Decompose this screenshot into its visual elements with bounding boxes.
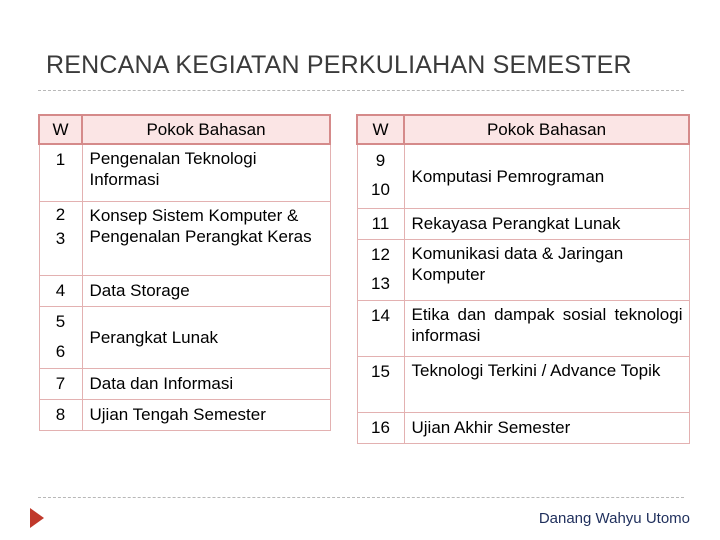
- topic-cell: Ujian Tengah Semester: [82, 399, 330, 430]
- week-cell: [39, 368, 82, 399]
- table-row: [357, 300, 689, 356]
- table-row: [39, 399, 330, 430]
- schedule-table-left: [38, 114, 331, 431]
- topic-cell: Data Storage: [82, 275, 330, 306]
- topic-cell: Data dan Informasi: [82, 368, 330, 399]
- header-topic: Pokok Bahasan: [82, 115, 330, 144]
- week-number: 8: [55, 404, 66, 424]
- table-row: [39, 144, 330, 201]
- week-cell: [357, 144, 404, 208]
- author-name: Danang Wahyu Utomo: [538, 510, 690, 527]
- topic-cell: Pengenalan Teknologi Informasi: [82, 144, 330, 201]
- table-header-row: [357, 115, 689, 144]
- triangle-arrow-icon: [30, 508, 44, 528]
- page-title: RENCANA KEGIATAN PERKULIAHAN SEMESTER: [46, 51, 632, 79]
- table-row: [39, 368, 330, 399]
- week-cell: [39, 306, 82, 368]
- week-cell: [39, 201, 82, 275]
- week-number: 3: [55, 228, 66, 248]
- week-number: 4: [55, 280, 66, 300]
- header-week: W: [357, 115, 404, 144]
- schedule-table-right: [356, 114, 690, 444]
- table-row: [39, 201, 330, 275]
- topic-cell: Teknologi Terkini / Advance Topik: [404, 356, 689, 412]
- table-row: [357, 239, 689, 300]
- table-row: [357, 208, 689, 239]
- week-number: 16: [371, 417, 390, 437]
- week-number: 12: [371, 244, 390, 264]
- table-row: [39, 275, 330, 306]
- week-number: 5: [55, 311, 66, 331]
- week-cell: [357, 208, 404, 239]
- table-row: [357, 144, 689, 208]
- table-row: [357, 412, 689, 443]
- week-cell: [357, 239, 404, 300]
- week-cell: [39, 144, 82, 201]
- week-cell: [357, 412, 404, 443]
- footer-divider: [38, 497, 684, 498]
- table-row: [357, 356, 689, 412]
- week-number: 11: [371, 213, 390, 233]
- week-cell: [39, 399, 82, 430]
- table-header-row: [39, 115, 330, 144]
- topic-cell: Komunikasi data & Jaringan Komputer: [404, 239, 689, 300]
- header-topic: Pokok Bahasan: [404, 115, 689, 144]
- week-number: 7: [55, 373, 66, 393]
- week-cell: [357, 356, 404, 412]
- week-number: 9: [375, 151, 386, 170]
- topic-cell: Ujian Akhir Semester: [404, 412, 689, 443]
- week-cell: [357, 300, 404, 356]
- table-row: [39, 306, 330, 368]
- week-number: 2: [55, 204, 66, 224]
- topic-cell: Komputasi Pemrograman: [404, 144, 689, 208]
- week-number: 14: [371, 305, 390, 325]
- week-cell: [39, 275, 82, 306]
- week-number: 13: [371, 273, 390, 293]
- topic-cell: Etika dan dampak sosial teknologi informasi: [404, 300, 689, 356]
- week-number: 1: [55, 150, 66, 169]
- title-divider: [38, 90, 684, 91]
- week-number: 6: [55, 341, 66, 361]
- topic-cell: Perangkat Lunak: [82, 306, 330, 368]
- header-week: W: [39, 115, 82, 144]
- week-number: 10: [371, 180, 390, 199]
- topic-cell: Konsep Sistem Komputer & Pengenalan Perangkat Keras: [82, 201, 330, 275]
- topic-cell: Rekayasa Perangkat Lunak: [404, 208, 689, 239]
- week-number: 15: [371, 361, 390, 381]
